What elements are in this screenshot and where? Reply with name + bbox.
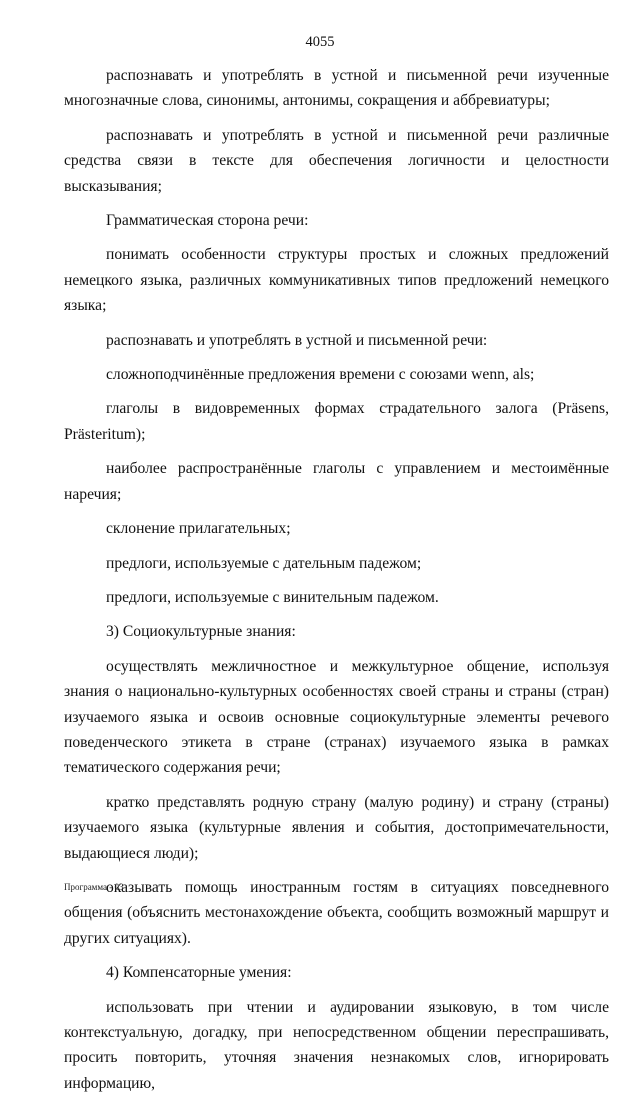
page-number: 4055	[305, 34, 335, 50]
paragraph-present-country: кратко представлять родную страну (малую родину) и страну (страны) изучаемого языка (культурные явления и события, достопримечательности, выдающиеся люди);	[64, 793, 609, 862]
paragraph-recognize-use: распознавать и употреблять в устной и письменной речи:	[106, 331, 488, 349]
list-item-dative-prepositions: предлоги, используемые с дательным падежом;	[106, 554, 422, 572]
paragraph-language-guess: использовать при чтении и аудировании языковую, в том числе контекстуальную, догадку, при непосредственном общении переспрашивать, просить повторить, уточняя значения незнакомых слов, игнорировать информацию,	[64, 998, 609, 1092]
heading-sociocultural: 3) Социокультурные знания:	[106, 623, 296, 641]
paragraph-sentence-structure: понимать особенности структуры простых и сложных предложений немецкого языка, различных коммуникативных типов предложений немецкого языка;	[64, 246, 609, 315]
list-item-adjective-declension: склонение прилагательных;	[106, 520, 291, 538]
heading-compensatory: 4) Компенсаторные умения:	[106, 964, 292, 982]
heading-grammar: Грамматическая сторона речи:	[106, 212, 309, 230]
paragraph-intercultural-communication: осуществлять межличностное и межкультурное общение, используя знания о национально-культурных особенностях своей страны и страны (стран) изучаемого языка и освоив основные социокультурные элементы речевого поведенческого этикета в стране (странах) изучаемого языка в рамках тематического содержания речи;	[64, 657, 609, 777]
list-item-verbs-adverbs: наиболее распространённые глаголы с управлением и местоимённые наречия;	[64, 460, 609, 503]
paragraph-lexical-meanings: распознавать и употреблять в устной и письменной речи изученные многозначные слова, синонимы, антонимы, сокращения и аббревиатуры;	[64, 67, 609, 110]
paragraph-linking-devices: распознавать и употреблять в устной и письменной речи различные средства связи в тексте для обеспечения логичности и целостности высказывания;	[64, 126, 609, 195]
footer-label: Программа - 03	[64, 882, 124, 892]
document-body	[64, 63, 609, 1096]
list-item-complex-sentences: сложноподчинённые предложения времени с союзами wenn, als;	[106, 366, 535, 384]
paragraph-help-guests: оказывать помощь иностранным гостям в ситуациях повседневного общения (объяснить местонахождение объекта, сообщить возможный маршрут и других ситуациях).	[64, 878, 609, 947]
list-item-passive-voice: глаголы в видовременных формах страдательного залога (Präsens, Prästeritum);	[64, 400, 609, 443]
list-item-accusative-prepositions: предлоги, используемые с винительным падежом.	[106, 588, 439, 606]
